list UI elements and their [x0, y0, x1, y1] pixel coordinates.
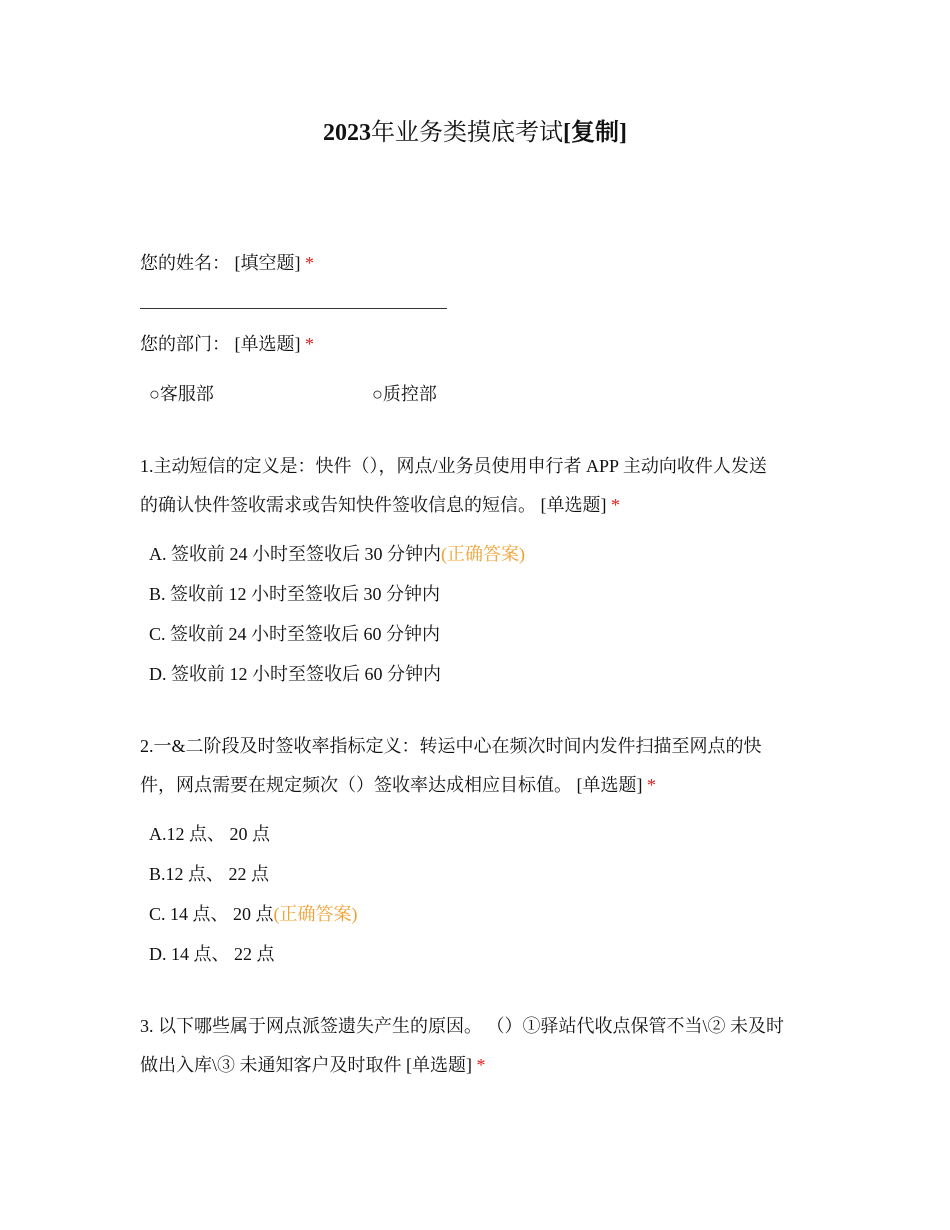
- required-mark: *: [305, 334, 314, 354]
- option-c[interactable]: C. 14 点、 20 点(正确答案): [149, 904, 358, 924]
- question-type: [单选题]: [576, 775, 643, 795]
- option-b[interactable]: B.12 点、 22 点: [149, 864, 270, 884]
- question-text: 1.主动短信的定义是：快件（），网点/业务员使用申行者 APP 主动向收件人发送: [140, 456, 767, 476]
- question-label: 您的部门：: [140, 334, 230, 354]
- question-type: [填空题]: [234, 253, 301, 273]
- correct-answer-label: (正确答案): [441, 544, 525, 564]
- question-department: [140, 325, 314, 364]
- correct-answer-label: (正确答案): [273, 904, 358, 924]
- question-1: [140, 447, 767, 525]
- question-text: 的确认快件签收需求或告知快件签收信息的短信。: [140, 495, 536, 515]
- radio-option-kefu[interactable]: ○客服部: [149, 384, 214, 404]
- question-text: 件，网点需要在规定频次（）签收率达成相应目标值。: [140, 775, 572, 795]
- question-type: [单选题]: [234, 334, 301, 354]
- option-b[interactable]: B. 签收前 12 小时至签收后 30 分钟内: [149, 584, 441, 604]
- option-d[interactable]: D. 14 点、 22 点: [149, 944, 275, 964]
- question-label: 您的姓名：: [140, 253, 230, 273]
- required-mark: *: [647, 775, 656, 795]
- name-input-line[interactable]: [140, 308, 447, 309]
- question-type: [单选题]: [406, 1055, 472, 1075]
- required-mark: *: [305, 253, 314, 273]
- option-d[interactable]: D. 签收前 12 小时至签收后 60 分钟内: [149, 664, 441, 684]
- required-mark: *: [476, 1055, 486, 1075]
- option-c[interactable]: C. 签收前 24 小时至签收后 60 分钟内: [149, 624, 441, 644]
- option-a[interactable]: A. 签收前 24 小时至签收后 30 分钟内(正确答案): [149, 544, 525, 564]
- radio-option-zhikong[interactable]: ○质控部: [372, 384, 437, 404]
- page-title: 2023年业务类摸底考试[复制]: [323, 120, 627, 146]
- question-text: 做出入库\③ 未通知客户及时取件: [140, 1055, 402, 1075]
- required-mark: *: [611, 495, 620, 515]
- question-name: [140, 244, 314, 283]
- question-2: [140, 727, 762, 805]
- question-3: [140, 1007, 784, 1085]
- option-a[interactable]: A.12 点、 20 点: [149, 824, 270, 844]
- question-text: 3. 以下哪些属于网点派签遗失产生的原因。 （）①驿站代收点保管不当\② 未及时: [140, 1016, 784, 1036]
- question-type: [单选题]: [540, 495, 607, 515]
- question-text: 2.一&二阶段及时签收率指标定义：转运中心在频次时间内发件扫描至网点的快: [140, 736, 762, 756]
